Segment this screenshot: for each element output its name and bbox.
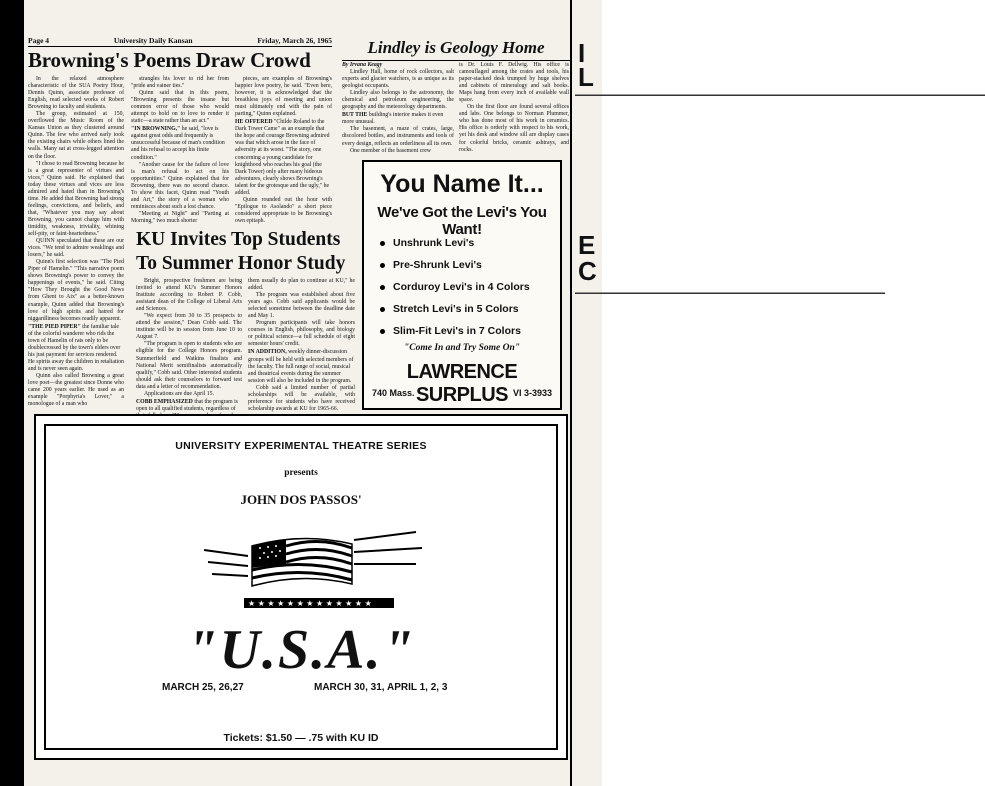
cropped-headline-letter: C <box>578 256 597 286</box>
theatre-dates-first: MARCH 25, 26,27 <box>162 682 244 693</box>
paragraph: strangles his lover to rid her from "pride and vainer ties." <box>131 76 229 90</box>
ku-column-2 <box>248 278 355 412</box>
list-item <box>380 276 530 298</box>
subhead-text: the familiar tale of the colorful wanderer who rids the town of Hamelin of rats only to be doublecrossed by the town's elders over his just payment for services rendered. He spirits away the children in retaliation and is never seen again. <box>28 323 124 372</box>
subhead-lead: "IN BROWNING," <box>131 126 181 133</box>
subhead-lead: "THE PIED PIPER" <box>28 323 81 330</box>
folio-page-number: Page 4 <box>28 36 50 45</box>
bullet-icon <box>380 241 385 246</box>
paragraph: pieces, are examples of Browning's happier love poetry, he said. "Even here, however, it is acknowledged that the breathless joys of meeting and union must ultimately end with the pain of parting," Quinn explained. <box>235 76 332 118</box>
svg-text:★ ★ ★ ★ ★ ★ ★ ★ ★ ★ ★ ★ ★: ★ ★ ★ ★ ★ ★ ★ ★ ★ ★ ★ ★ ★ <box>248 599 372 608</box>
paragraph: In the relaxed atmosphere characteristic of the SUA Poetry Hour, Dennis Quinn, associate professor of English, read selected works of Robert Browning to faculty and students. <box>28 76 124 111</box>
lindley-column-1 <box>342 62 454 158</box>
ad-address: 740 Mass. <box>372 388 415 398</box>
list-item <box>380 232 530 254</box>
browning-column-3 <box>235 76 332 224</box>
theatre-author: JOHN DOS PASSOS' <box>240 492 362 507</box>
ad-inner-border <box>44 424 558 750</box>
cropped-headline-letter: E <box>578 230 596 260</box>
american-flag-icon <box>204 526 424 616</box>
paragraph: "I chose to read Browning because he is a great representer of virtues and vices," Quinn said. He explained that today these virtues and vices are less admired and hated than in Browning's time. He added that Browning had strong feelings, convictions, and beliefs, and that, "Whatever you may say about Browning, you cannot charge him with timidity, weakness, triviality, whining self-pity, or faint-heartedness." <box>28 160 124 238</box>
paragraph: The basement, a maze of crates, large, discolored bottles, and instruments and tools of every design, reflects an orderliness all its own. <box>342 126 454 147</box>
bullet-icon <box>380 307 385 312</box>
bullet-icon <box>380 263 385 268</box>
subhead <box>342 112 454 126</box>
paragraph: Program participants will take honors courses in English, philosophy, and biology or political science—a full schedule of eight semester hours' credit. <box>248 320 355 348</box>
subhead-lead: IN ADDITION, <box>248 349 287 356</box>
ku-headline: KU Invites Top Students To Summer Honor Study <box>136 229 346 274</box>
subhead <box>131 126 229 161</box>
paragraph: "We expect from 30 to 35 prospects to attend the session," Dean Cobb said. The institute will be in session from June 10 to August 7. <box>136 313 242 341</box>
paragraph: "Meeting at Night" and "Parting at Morning," two much shorter <box>131 210 229 224</box>
theatre-presents: presents <box>284 468 318 478</box>
folio-date: Friday, March 26, 1965 <box>257 36 332 45</box>
paragraph: Lindley also belongs to the astronomy, the chemical and petroleum engineering, the geography and the meteorology departments. <box>342 90 454 111</box>
paragraph: Lindley Hall, home of rock collectors, salt experts and glacier watchers, is as unique as its geologist occupants. <box>342 69 454 90</box>
paragraph: One member of the basement crew <box>350 147 431 154</box>
ad-phone: VI 3-3933 <box>512 388 552 398</box>
paragraph: Cobb said a limited number of partial scholarships will be available, with preference for students who have received scholarship awards at KU for 1965-66. <box>248 384 355 412</box>
subhead-text: building's interior makes it even more unusual. <box>342 112 444 126</box>
paragraph: Quinn said that in this poem, "Browning presents the insane but common error of those who would attempt to hold on to love to render it static—a state rather than an act." <box>131 90 229 125</box>
subhead-lead: COBB EMPHASIZED <box>136 398 193 405</box>
scan-edge-bar <box>0 0 24 786</box>
adjacent-page-strip <box>570 0 985 786</box>
subhead-text: weekly dinner-discussion groups will be held with selected members of the faculty. The full range of social, musical and theatrical events during the summer session will also be included in the program. <box>248 349 354 384</box>
paragraph: "The program is open to students who are eligible for the College Honors program. Summerfield and Watkins finalists and National Merit semifinalists automatically qualify," Cobb said. Other interested students should ask their counselors to forward test data and a letter of recommendation. <box>136 341 242 390</box>
ad-subhead: We've Got the Levi's You Want! <box>377 204 547 238</box>
byline: By Irvana Keagy <box>342 62 383 68</box>
list-item-label: Pre-Shrunk Levi's <box>393 259 482 271</box>
browning-column-1 <box>28 76 124 414</box>
paragraph: The program was established about five years ago. Cobb said applicants would be selected sometime between the deadline date and May 1. <box>248 292 355 320</box>
theatre-advertisement <box>34 414 568 760</box>
paragraph: Quinn's first selection was "The Pied Piper of Hamelin." "This narrative poem shows Browning's power to convey the happenings of events," he said. Citing "How They Brought the Good News from Ghent to Aix" as a better-known example, Quinn added that Browning's love of high spirits and hatred for niggardliness becomes readily apparent. <box>28 259 124 322</box>
ad-item-list <box>380 232 530 342</box>
folio-line <box>28 36 332 47</box>
folio-paper-name: University Daily Kansan <box>113 36 193 45</box>
subhead-text: he said, "love is against great odds and frequently is unsuccessful because of man's condition and his refusal to accept his finite condition." <box>131 126 225 161</box>
theatre-dates-second: MARCH 30, 31, APRIL 1, 2, 3 <box>314 682 448 693</box>
paragraph: Bright, prospective freshmen are being invited to attend KU's Summer Honors Institute according to Robert P. Cobb, assistant dean of the College of Liberal Arts and Sciences. <box>136 278 242 313</box>
subhead-text: that the program is open to all qualified students, regardless of <box>136 398 238 412</box>
subhead <box>248 349 355 384</box>
subhead-text: "Childe Roland to the Dark Tower Came" as an example that the hope and courage Browning admired was that which arose in the face of adversity at its worst. "The story, one concerning a young candidate for knighthood who reaches his goal (the Dark Tower) only after many hideous adventures, clearly shows Browning's talent for the grotesque and the ugly," he added. <box>235 119 330 196</box>
ku-column-1 <box>136 278 242 412</box>
subhead-lead: HE OFFERED <box>235 119 273 126</box>
list-item-label: Slim-Fit Levi's in 7 Colors <box>393 325 521 337</box>
bullet-icon <box>380 329 385 334</box>
list-item-label: Unshrunk Levi's <box>393 237 475 249</box>
paragraph: is Dr. Louis F. Dellwig. His office is camouflaged among the crates and tools, his paper-stacked desk trumped by huge shelves and cabinets of mineralogy and salt books. Maps hang from every inch of available wall space. <box>459 62 569 104</box>
levis-advertisement <box>362 160 562 410</box>
paragraph: QUINN speculated that these are our vices. "We tend to admire weaklings and losers," he said. <box>28 238 124 259</box>
theatre-play-title: "U.S.A." <box>186 619 416 681</box>
lindley-column-2 <box>459 62 569 158</box>
bullet-icon <box>380 285 385 290</box>
cropped-column-text: ▬▬▬▬▬▬▬▬▬▬▬▬▬▬▬▬▬▬▬▬▬▬▬▬▬▬▬▬▬▬▬▬▬▬▬▬▬▬▬▬▬▬▬▬▬▬▬▬▬▬▬▬▬▬▬▬▬▬▬▬▬▬▬▬▬▬▬▬▬▬▬▬▬▬▬▬▬▬▬▬▬▬ <box>575 93 985 98</box>
paragraph: "Another cause for the failure of love is man's refusal to act on his opportunities." Quinn explained that for Browning, there was no second chance. To show this facet, Quinn read "Youth and Art," the story of a woman who reminisces about such a lost chance. <box>131 161 229 210</box>
cropped-headline-letter: L <box>578 62 594 92</box>
lindley-headline: Lindley is Geology Home <box>342 38 570 61</box>
ad-store-name: LAWRENCE SURPLUS <box>406 361 518 406</box>
paragraph: Applications are due April 15. <box>144 390 215 397</box>
list-item <box>380 254 530 276</box>
paragraph: The group, estimated at 150, overflowed the Music Room of the Kansas Union as they clustered around Quinn. The few who arrived early took the existing chairs while others lined the walls. Many sat at cross-legged attention on the floor. <box>28 111 124 160</box>
paragraph: them usually do plan to continue at KU," he added. <box>248 278 355 292</box>
cropped-column-text: ▬▬▬▬▬▬▬▬▬▬▬▬▬▬▬▬▬▬▬▬▬▬▬▬▬▬▬▬▬▬▬▬▬▬▬▬▬▬▬▬▬▬▬▬▬▬▬▬▬▬▬▬▬▬▬▬▬▬▬▬▬▬ <box>575 291 885 296</box>
theatre-ticket-prices: Tickets: $1.50 — .75 with KU ID <box>223 732 379 744</box>
ad-tagline: "Come In and Try Some On" <box>403 343 521 353</box>
subhead <box>28 324 124 373</box>
list-item-label: Stretch Levi's in 5 Colors <box>393 303 519 315</box>
subhead-lead: BUT THE <box>342 112 368 119</box>
paragraph: Quinn rounded out the hour with "Epilogue to Asolando" a short piece considered appropriate to be Browning's own epitaph. <box>235 196 332 224</box>
ad-headline: You Name It... <box>380 170 544 198</box>
paragraph: On the first floor are found several offices and labs. One belongs to Norman Plummer, who has done most of his work in ceramics. His office is orderly with respect to his work, yet his desk and window sill are display cases for colorful bricks, ceramic ashtrays, and rocks. <box>459 104 569 153</box>
subhead <box>235 119 332 197</box>
theatre-series-title: UNIVERSITY EXPERIMENTAL THEATRE SERIES <box>175 440 427 452</box>
paragraph: Quinn also called Browning a great love poet—the greatest since Donne who came 200 years earlier. He used as an example "Porphyria's Lover," a monologue of a man who <box>28 372 124 408</box>
list-item-label: Corduroy Levi's in 4 Colors <box>393 281 530 293</box>
browning-column-2 <box>131 76 229 224</box>
list-item <box>380 298 530 320</box>
cropped-headline-letter: I <box>578 38 586 68</box>
browning-headline: Browning's Poems Draw Crowd <box>28 48 311 72</box>
list-item <box>380 320 530 342</box>
